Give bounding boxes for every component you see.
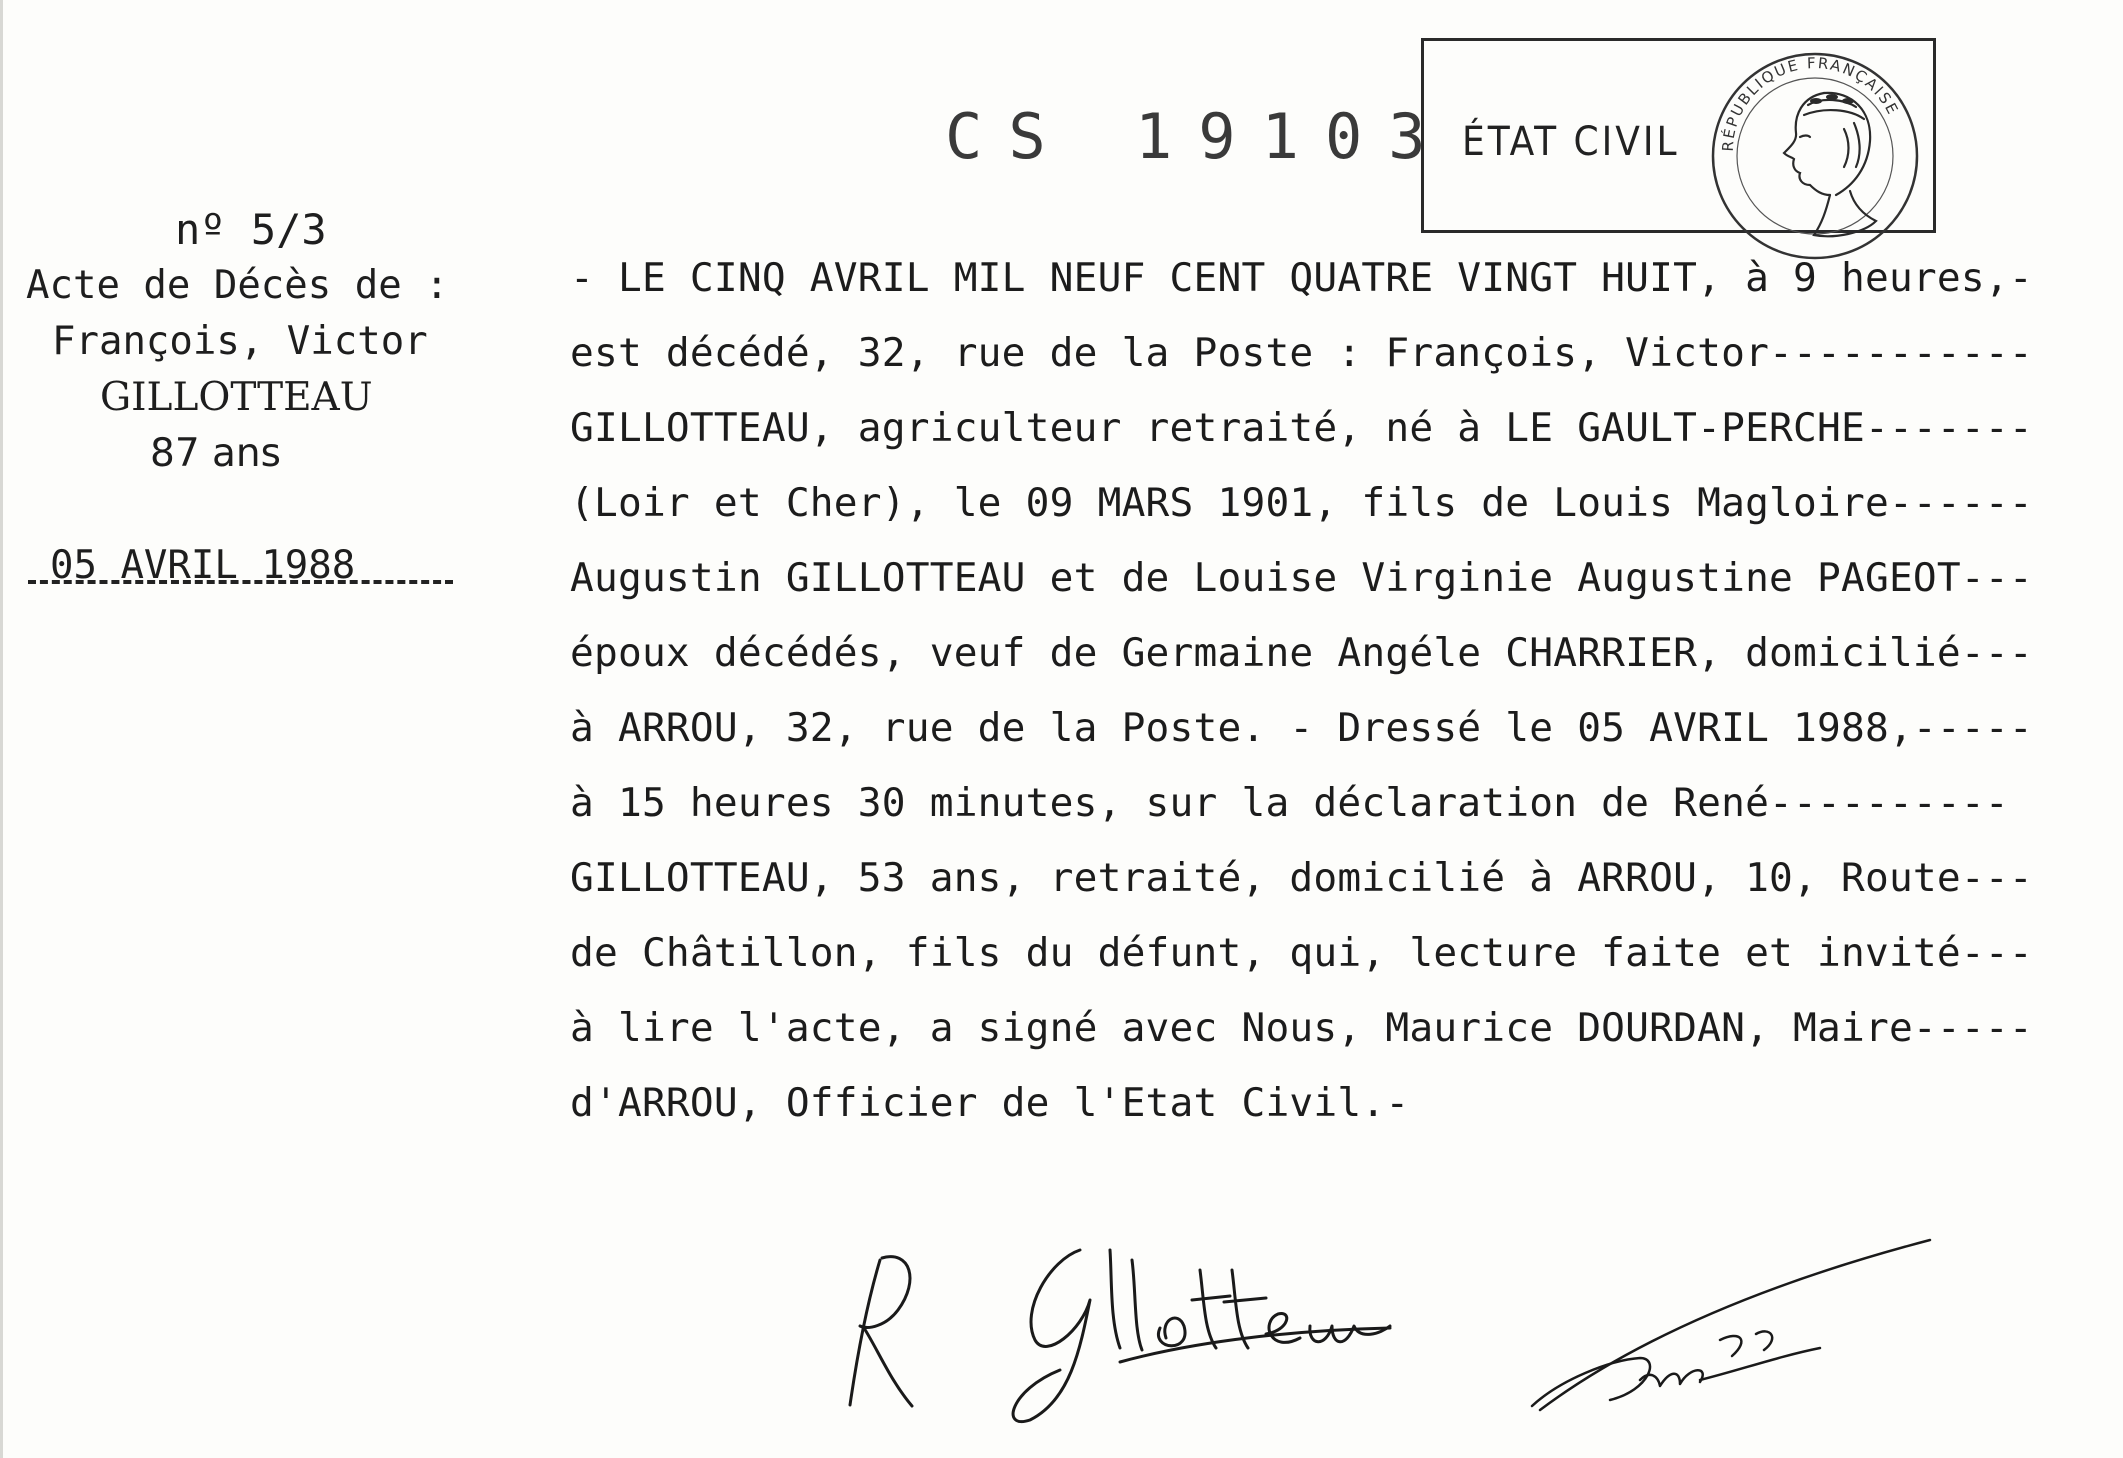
body-line: GILLOTTEAU, 53 ans, retraité, domicilié à ARROU, 10, Route--- — [570, 855, 2033, 901]
body-line: à ARROU, 32, rue de la Poste. - Dressé le 05 AVRIL 1988,----- — [570, 705, 2033, 751]
body-line: à 15 heures 30 minutes, sur la déclaration de René---------- — [570, 780, 2009, 826]
record-date: 05 AVRIL 1988 — [50, 543, 356, 588]
body-line: à lire l'acte, a signé avec Nous, Maurice DOURDAN, Maire----- — [570, 1005, 2033, 1051]
reference-number: CS 19103 — [945, 100, 1452, 173]
deceased-first-names: François, Victor — [52, 319, 428, 364]
record-heading: Acte de Décès de : — [26, 263, 449, 308]
margin-divider — [28, 580, 453, 584]
body-line: - LE CINQ AVRIL MIL NEUF CENT QUATRE VINGT HUIT, à 9 heures,- — [570, 255, 2033, 301]
body-line: d'ARROU, Officier de l'Etat Civil.- — [570, 1080, 1410, 1126]
declarant-signature — [850, 1250, 1390, 1422]
etat-civil-stamp — [1421, 38, 1936, 233]
deceased-age: 87 ans — [150, 431, 281, 476]
body-line: époux décédés, veuf de Germaine Angéle CHARRIER, domicilié--- — [570, 630, 2033, 676]
body-line: Augustin GILLOTTEAU et de Louise Virginie Augustine PAGEOT--- — [570, 555, 2033, 601]
deceased-surname: GILLOTTEAU — [100, 375, 373, 420]
marianne-seal-icon — [1704, 45, 1926, 267]
page-edge — [0, 0, 3, 1458]
record-number: nº 5/3 — [175, 205, 327, 254]
body-line: (Loir et Cher), le 09 MARS 1901, fils de Louis Magloire------ — [570, 480, 2033, 526]
mayor-signature — [1532, 1240, 1930, 1410]
seal-text: RÉPUBLIQUE FRANÇAISE — [1718, 54, 1903, 152]
body-line: est décédé, 32, rue de la Poste : François, Victor----------- — [570, 330, 2033, 376]
body-line: de Châtillon, fils du défunt, qui, lecture faite et invité--- — [570, 930, 2033, 976]
body-line: GILLOTTEAU, agriculteur retraité, né à LE GAULT-PERCHE------- — [570, 405, 2033, 451]
signatures — [820, 1230, 1950, 1430]
stamp-label: ÉTAT CIVIL — [1462, 119, 1680, 165]
